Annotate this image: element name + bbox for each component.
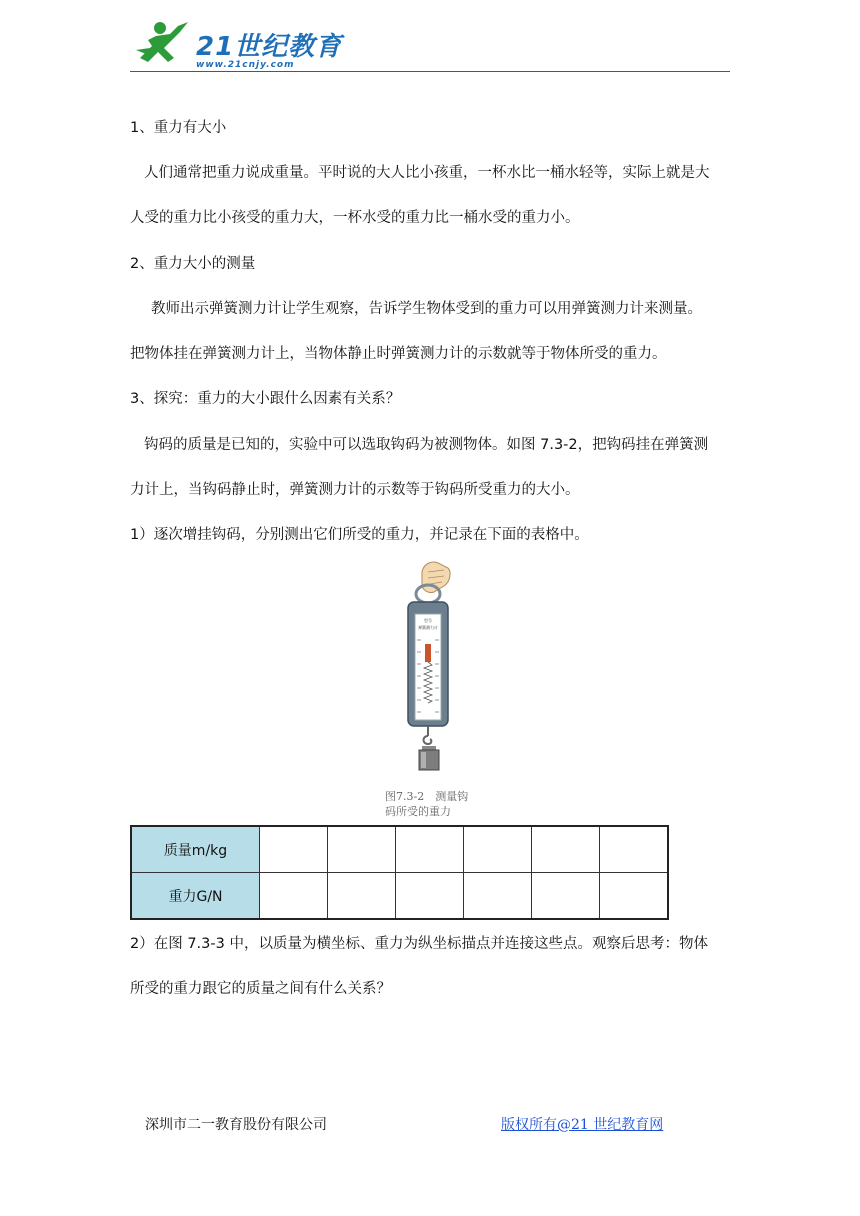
- table-cell: [464, 826, 532, 873]
- paragraph-3-line1: 钩码的质量是已知的，实验中可以选取钩码为被测物体。如图 7.3-2，把钩码挂在弹簧测: [144, 437, 709, 453]
- footer-company: 深圳市二一教育股份有限公司: [145, 1117, 327, 1133]
- figure-caption-line2: 码所受的重力: [385, 805, 451, 818]
- heading-1: 1、重力有大小: [130, 120, 227, 136]
- paragraph-2-line2: 把物体挂在弹簧测力计上，当物体静止时弹簧测力计的示数就等于物体所受的重力。: [130, 346, 667, 362]
- table-row-gravity: [131, 873, 668, 920]
- spring-scale-figure: [378, 558, 488, 826]
- heading-2: 2、重力大小的测量: [130, 256, 256, 272]
- heading-3: 3、探究：重力的大小跟什么因素有关系？: [130, 391, 401, 407]
- table-cell: [260, 826, 328, 873]
- paragraph-1-line2: 人受的重力比小孩受的重力大，一杯水受的重力比一桶水受的重力小。: [130, 210, 580, 226]
- paragraph-1-line1: 人们通常把重力说成重量。平时说的大人比小孩重，一杯水比一桶水轻等，实际上就是大: [144, 165, 710, 181]
- step-2-line1: 2）在图 7.3-3 中，以质量为横坐标、重力为纵坐标描点并连接这些点。观察后思考：物体: [130, 936, 708, 952]
- gravity-header-cell: 重力G/N: [131, 873, 260, 920]
- table-cell: [328, 873, 396, 920]
- table-cell: [600, 826, 669, 873]
- paragraph-3-line2: 力计上，当钩码静止时，弹簧测力计的示数等于钩码所受重力的大小。: [130, 482, 580, 498]
- step-2-line2: 所受的重力跟它的质量之间有什么关系？: [130, 981, 391, 997]
- footer-copyright-link[interactable]: 版权所有@21 世纪教育网: [501, 1117, 664, 1133]
- table-cell: [464, 873, 532, 920]
- table-cell: [532, 873, 600, 920]
- table-row-mass: [131, 826, 668, 873]
- mass-header-cell: 质量m/kg: [131, 826, 260, 873]
- svg-text:型号: 型号: [424, 618, 432, 623]
- page-header: [130, 18, 730, 74]
- table-cell: [396, 873, 464, 920]
- table-cell: [328, 826, 396, 873]
- figure-caption: [385, 789, 495, 819]
- table-cell: [532, 826, 600, 873]
- table-cell: [260, 873, 328, 920]
- step-1-text: 1）逐次增挂钩码，分别测出它们所受的重力，并记录在下面的表格中。: [130, 527, 589, 543]
- runner-logo-icon: [130, 18, 194, 72]
- measurement-table: [130, 825, 669, 920]
- table-cell: [600, 873, 669, 920]
- logo-url: www.21cnjy.com: [196, 60, 295, 70]
- table-cell: [396, 826, 464, 873]
- paragraph-2-line1: 教师出示弹簧测力计让学生观察，告诉学生物体受到的重力可以用弹簧测力计来测量。: [151, 301, 702, 317]
- figure-caption-line1: 图7.3-2 测量钩: [385, 790, 469, 803]
- logo-text: 21世纪教育: [196, 32, 343, 62]
- header-divider: [130, 71, 730, 72]
- svg-text:弹簧测力计: 弹簧测力计: [418, 625, 438, 630]
